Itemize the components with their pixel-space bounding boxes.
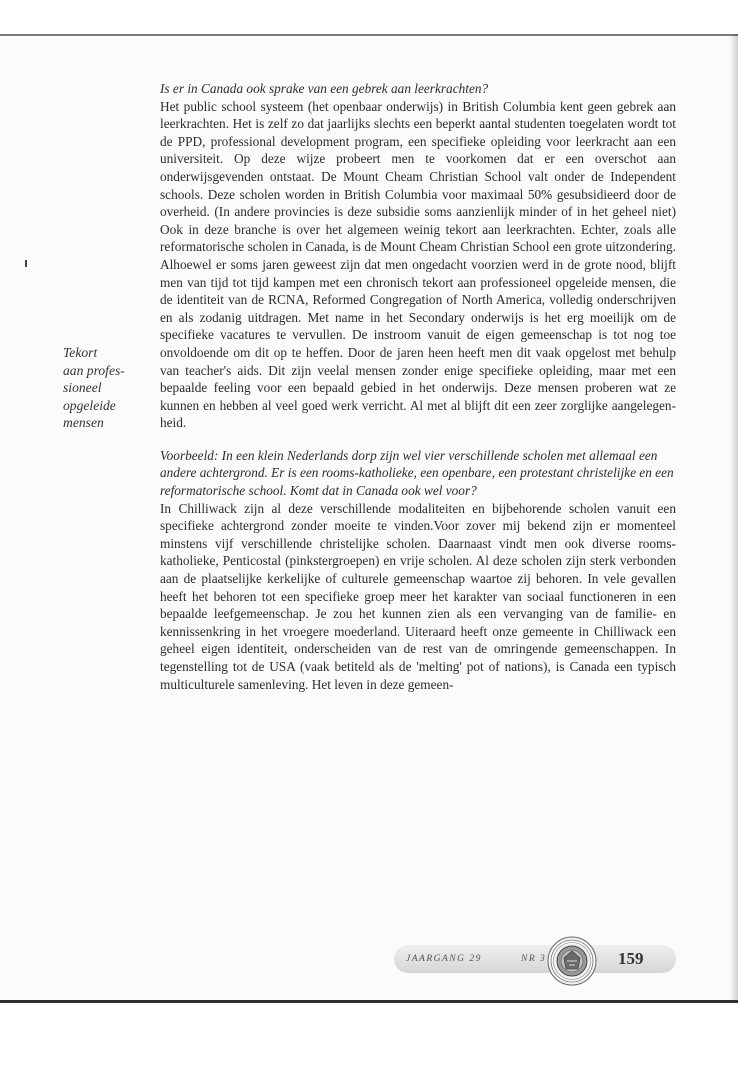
answer-1: Het public school systeem (het openbaar onderwijs) in British Columbia kent geen gebrek aan leerkrachten. Het is zelf zo dat jaarlijks slechts een beperkt aantal studenten toegelaten wordt tot de PPD, professional development program, een specifieke opleiding voor leerkracht aan een universiteit. Op deze wijze probeert men te voorkomen dat er een overschot aan onderwijsgevenden ontstaat. De Mount Cheam Christian School valt onder de Independent schools. Deze scholen worden in British Columbia voor maximaal 50% gesubsidieerd door de overheid. (In andere provincies is deze subsidie soms aanzienlijk minder of in het geheel niet) Ook in deze branche is over het algemeen weinig tekort aan leerkrachten. Echter, zoals alle reformatorische scholen in Canada, is de Mount Cheam Christian School een grote uitzondering. Alhoewel er soms jaren geweest zijn dat men ongedacht voorzien werd in de grote nood, blijft men van tijd tot tijd kampen met een chronisch tekort aan professioneel opgeleide mensen, die de identiteit van de RCNA, Reformed Congregation of North America, volledig onderschrijven en als zodanig uitdragen. Met name in het Secondary onderwijs is het erg moeilijk om de specifieke vacatures te vervullen. De instroom vanuit de eigen gemeenschap is tot nog toe onvoldoende om dit op te heffen. Door de jaren heen heeft men dit vaak opgelost met behulp van teacher's aids. Dit zijn veelal mensen zonder enige specifieke opleiding, maar met een bepaalde feeling voor een bepaald gebied in het onderwijs. Deze mensen proberen wat ze kunnen en hebben al veel goed werk verricht. Al met al blijft dit een zeer zorglijke aangelegenheid. <box>160 98 676 431</box>
margin-note <box>63 344 145 432</box>
margin-note-line: Tekort <box>63 345 98 360</box>
footer-volume: JAARGANG 29 <box>406 954 482 964</box>
margin-note-line: mensen <box>63 415 104 431</box>
bottom-rule <box>0 1000 738 1003</box>
top-rule <box>0 34 738 36</box>
page-edge-shadow <box>730 34 738 1000</box>
article-body <box>160 80 676 693</box>
question-1: Is er in Canada ook sprake van een gebrek aan leerkrachten? <box>160 81 489 96</box>
margin-mark <box>25 260 27 267</box>
question-2: Voorbeeld: In een klein Nederlands dorp zijn wel vier verschillende scholen met allemaal een andere achtergrond. Er is een rooms-katholieke, een openbare, een protestant christelijke en een reformatorische school. Komt dat in Canada ook wel voor? <box>160 447 674 499</box>
margin-note-line: sioneel <box>63 380 102 396</box>
page-number: 159 <box>618 949 644 968</box>
answer-2: In Chilliwack zijn al deze verschillende modaliteiten en bijbehorende scholen vanuit een specifieke achtergrond zonder moeite te vinden.Voor zover mij bekend zijn er momenteel minstens vijf verschillende christelijke scholen. Daarnaast vindt men ook diverse rooms-katholieke, Penticostal (pinkstergroepen) en vrije scholen. Al deze scholen zijn sterk verbonden aan de plaatselijke kerkelijke of culturele gemeenschap waartoe zij behoren. In vele gevallen heeft het behoren tot een specifieke groep meer het karakter van sociaal functioneren in een bepaalde leefgemeenschap. Je zou het kunnen zien als een vervanging van de familie- en kennissenkring in het vroegere moederland. Uiteraard heeft onze gemeente in Chilliwack een geheel eigen identiteit, onderscheiden van de rest van de omringende gemeenschappen. In tegenstelling tot de USA (vaak betiteld als de 'melting' pot of nations), is Canada een typisch multiculturele samenleving. Het leven in deze gemeen- <box>160 500 676 692</box>
margin-note-line: opgeleide <box>63 397 116 413</box>
paragraph-gap <box>160 432 676 447</box>
margin-note-line: aan profes- <box>63 362 125 378</box>
circular-seal-icon <box>547 936 597 986</box>
footer-issue: NR 3 <box>521 954 547 964</box>
